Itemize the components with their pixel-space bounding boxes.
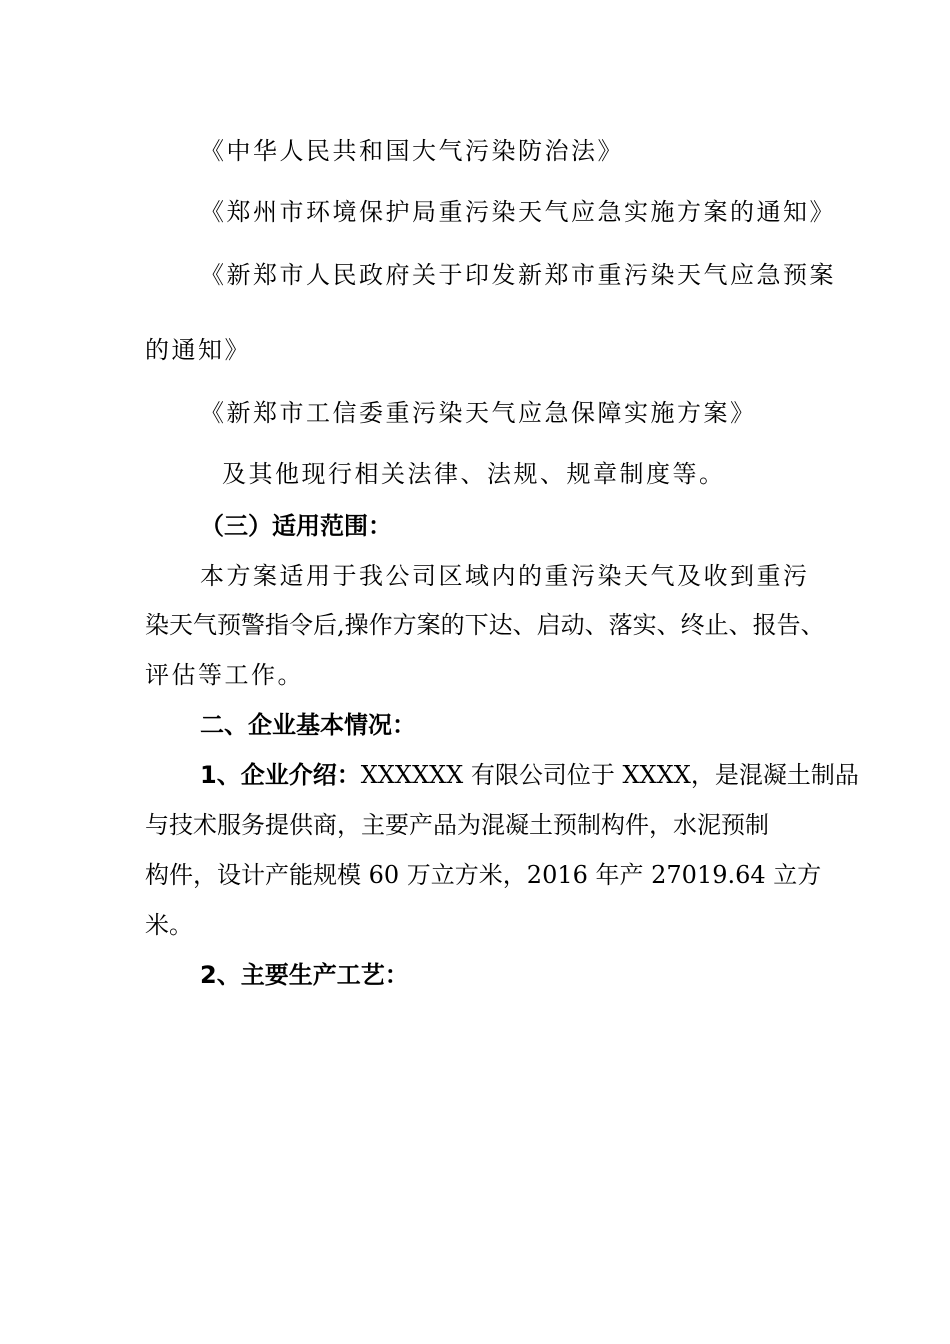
company-intro-text: XXXXXX 有限公司位于 XXXX，是混凝土制品 <box>360 761 859 789</box>
law-item-xinzheng-plan-cont: 的通知》 <box>145 336 251 364</box>
company-intro-line-1 <box>200 759 859 791</box>
law-item-xinzheng-plan: 《新郑市人民政府关于印发新郑市重污染天气应急预案 <box>200 261 836 289</box>
scope-text-line-1: 本方案适用于我公司区域内的重污染天气及收到重污 <box>200 562 810 590</box>
process-heading: 2、主要生产工艺： <box>200 961 409 989</box>
company-intro-line-3: 构件，设计产能规模 60 万立方米，2016 年产 27019.64 立方 <box>145 861 822 889</box>
company-intro-line-4: 米。 <box>145 911 193 939</box>
law-item-industry-plan: 《新郑市工信委重污染天气应急保障实施方案》 <box>200 399 757 427</box>
scope-text-line-3: 评估等工作。 <box>145 661 304 689</box>
law-item-others: 及其他现行相关法律、法规、规章制度等。 <box>222 460 726 488</box>
section-2-heading: 二、企业基本情况： <box>200 711 416 739</box>
law-item-air-pollution: 《中华人民共和国大气污染防治法》 <box>200 137 624 165</box>
company-intro-line-2: 与技术服务提供商，主要产品为混凝土预制构件，水泥预制 <box>145 811 769 839</box>
scope-heading: （三）适用范围： <box>200 512 392 540</box>
law-item-zhengzhou-notice: 《郑州市环境保护局重污染天气应急实施方案的通知》 <box>200 198 836 226</box>
scope-text-line-2: 染天气预警指令后,操作方案的下达、启动、落实、终止、报告、 <box>145 611 825 639</box>
company-intro-label: 1、企业介绍： <box>200 761 361 789</box>
